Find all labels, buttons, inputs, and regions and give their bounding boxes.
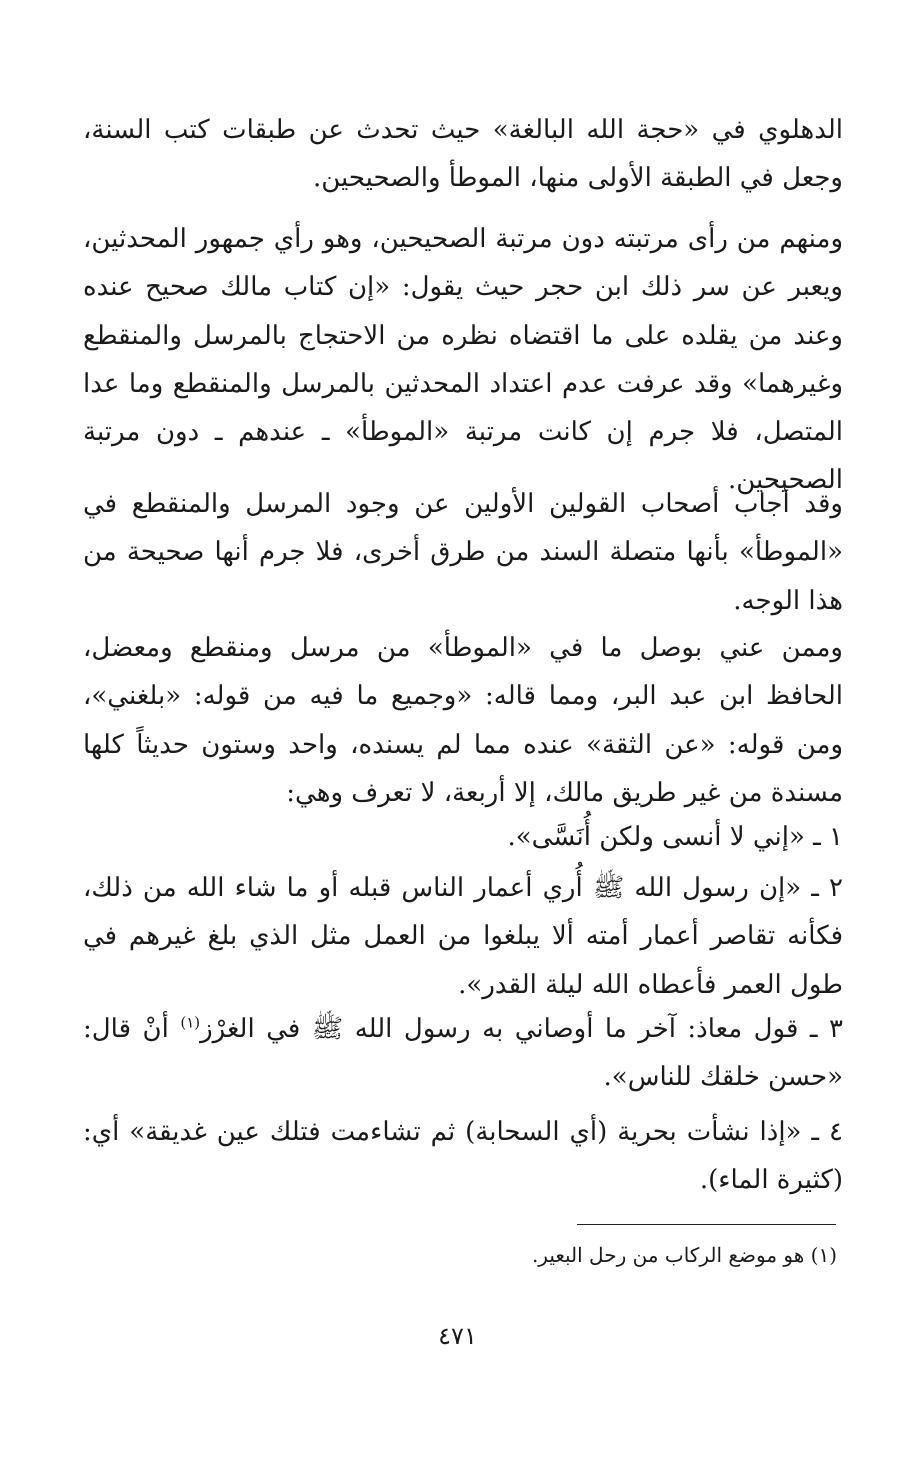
- paragraph-4: وممن عني بوصل ما في «الموطأ» من مرسل ومنقطع ومعضل، الحافظ ابن عبد البر، ومما قاله: «وجميع ما فيه من قوله: «بلغني»، ومن قوله: «عن الثقة» عنده مما لم يسنده، واحد وستون حديثاً كلها مسندة من غير طريق مالك، إلا أربعة، لا تعرف وهي:: [83, 633, 843, 808]
- list-item-2: ٢ ـ «إن رسول الله ﷺ أُري أعمار الناس قبله أو ما شاء الله من ذلك، فكأنه تقاصر أعمار أمته ألا يبلغوا من العمل مثل الذي بلغ غيرهم في طول العمر فأعطاه الله ليلة القدر».: [83, 873, 843, 1000]
- paragraph-2: ومنهم من رأى مرتبته دون مرتبة الصحيحين، وهو رأي جمهور المحدثين، ويعبر عن سر ذلك ابن حجر حيث يقول: «إن كتاب مالك صحيح عنده وعند من يقلده على ما اقتضاه نظره من الاحتجاج بالمرسل والمنقطع وغيرهما» وقد عرفت عدم اعتداد المحدثين بالمرسل والمنقطع وما عدا المتصل، فلا جرم إن كانت مرتبة «الموطأ» ـ عندهم ـ دون مرتبة الصحيحين.: [83, 224, 843, 496]
- footnote-divider: [577, 1224, 836, 1225]
- list-item-1: ١ ـ «إني لا أنسى ولكن أُنَسَّى».: [507, 822, 843, 852]
- footnote: (١) هو موضع الركاب من رحل البعير.: [531, 1243, 837, 1267]
- list-item-3-text-before: ٣ ـ قول معاذ: آخر ما أوصاني به رسول الله ﷺ في الغرْز: [200, 1014, 843, 1044]
- footnote-reference: (١): [180, 1013, 201, 1032]
- paragraph-3: وقد أجاب أصحاب القولين الأولين عن وجود المرسل والمنقطع في «الموطأ» بأنها متصلة السند من طرق أخرى، فلا جرم أنها صحيحة من هذا الوجه.: [83, 489, 843, 616]
- list-item-3-text-after: أنْ قال: «حسن خلقك للناس».: [83, 1014, 843, 1093]
- page-number: ٤٧١: [438, 1322, 477, 1350]
- paragraph-1: الدهلوي في «حجة الله البالغة» حيث تحدث عن طبقات كتب السنة، وجعل في الطبقة الأولى منها، الموطأ والصحيحين.: [83, 115, 843, 194]
- list-item-4: ٤ ـ «إذا نشأت بحرية (أي السحابة) ثم تشاءمت فتلك عين غديقة» أي: (كثيرة الماء).: [83, 1117, 843, 1196]
- list-item-3: [83, 1005, 843, 1102]
